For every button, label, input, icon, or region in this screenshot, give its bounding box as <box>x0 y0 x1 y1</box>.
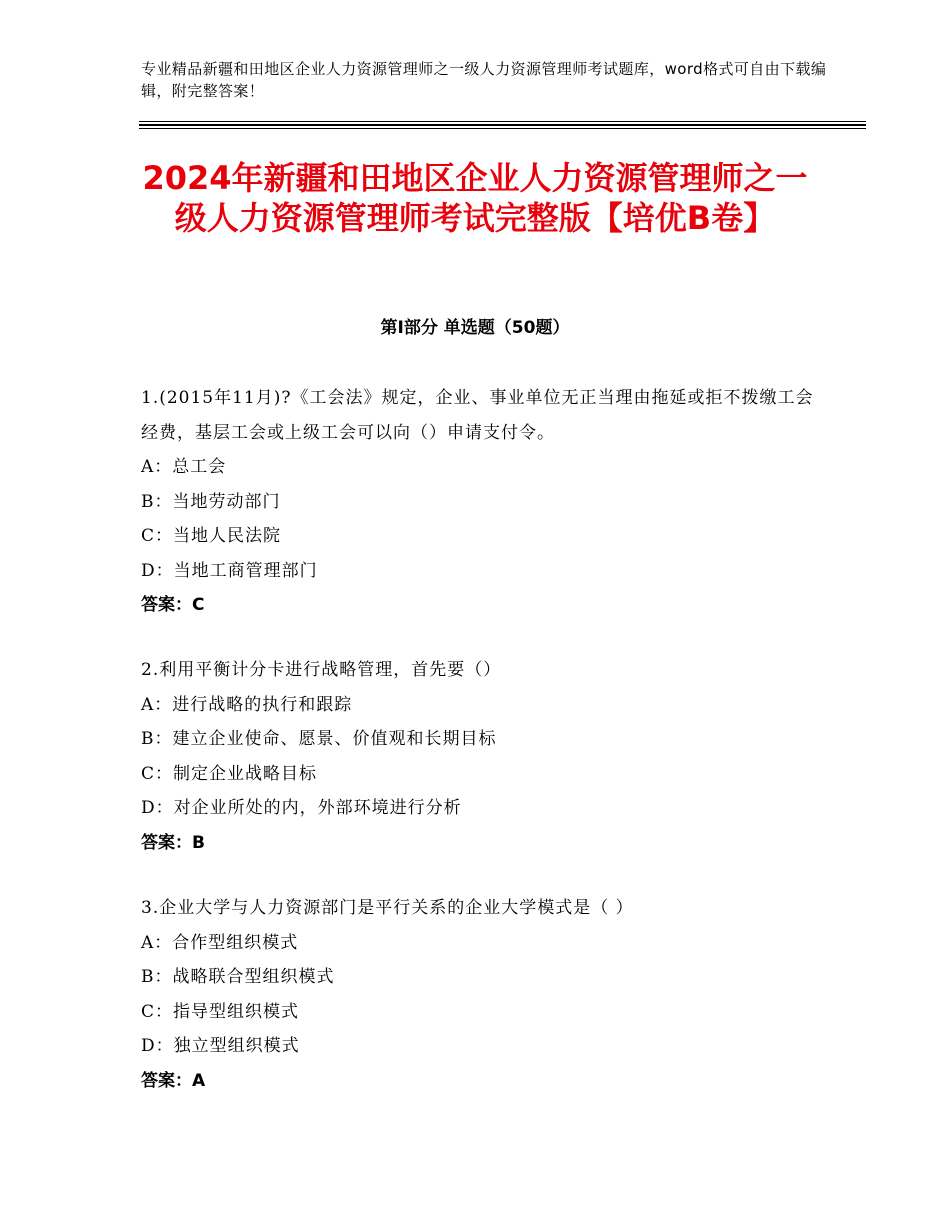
answer: 答案：A <box>141 1070 206 1091</box>
option-a: A：总工会 <box>141 457 227 477</box>
option-c: C：制定企业战略目标 <box>141 763 318 784</box>
option-d: D：当地工商管理部门 <box>141 560 318 581</box>
question-3 <box>141 891 821 1098</box>
question-1 <box>141 381 821 623</box>
header-rule-bottom <box>139 128 866 129</box>
question-text: 1.(2015年11月)?《工会法》规定，企业、事业单位无正当理由拖延或拒不拨缴工会经费，基层工会或上级工会可以向（）申请支付令。 <box>141 388 814 443</box>
question-text: 2.利用平衡计分卡进行战略管理，首先要（） <box>141 660 502 680</box>
option-a: A：进行战略的执行和跟踪 <box>141 694 353 715</box>
answer: 答案：C <box>141 595 205 615</box>
section-title: 第Ⅰ部分 单选题（50题） <box>380 318 570 338</box>
header-rule-middle <box>139 124 866 126</box>
header-note: 专业精品新疆和田地区企业人力资源管理师之一级人力资源管理师考试题库，word格式可自由下载编辑，附完整答案！ <box>141 60 827 100</box>
option-d: D：独立型组织模式 <box>141 1036 300 1056</box>
option-b: B：战略联合型组织模式 <box>141 967 335 987</box>
option-b: B：建立企业使命、愿景、价值观和长期目标 <box>141 729 497 749</box>
answer: 答案：B <box>141 832 205 853</box>
question-2 <box>141 653 821 860</box>
option-d: D：对企业所处的内，外部环境进行分析 <box>141 798 462 818</box>
document-title: 2024年新疆和田地区企业人力资源管理师之一级人力资源管理师考试完整版【培优B卷】 <box>142 159 808 237</box>
option-a: A：合作型组织模式 <box>141 932 299 953</box>
question-text: 3.企业大学与人力资源部门是平行关系的企业大学模式是（ ） <box>141 898 634 918</box>
option-c: C：当地人民法院 <box>141 526 282 546</box>
option-b: B：当地劳动部门 <box>141 491 281 512</box>
header-rule-top <box>139 121 866 122</box>
option-c: C：指导型组织模式 <box>141 1001 300 1022</box>
